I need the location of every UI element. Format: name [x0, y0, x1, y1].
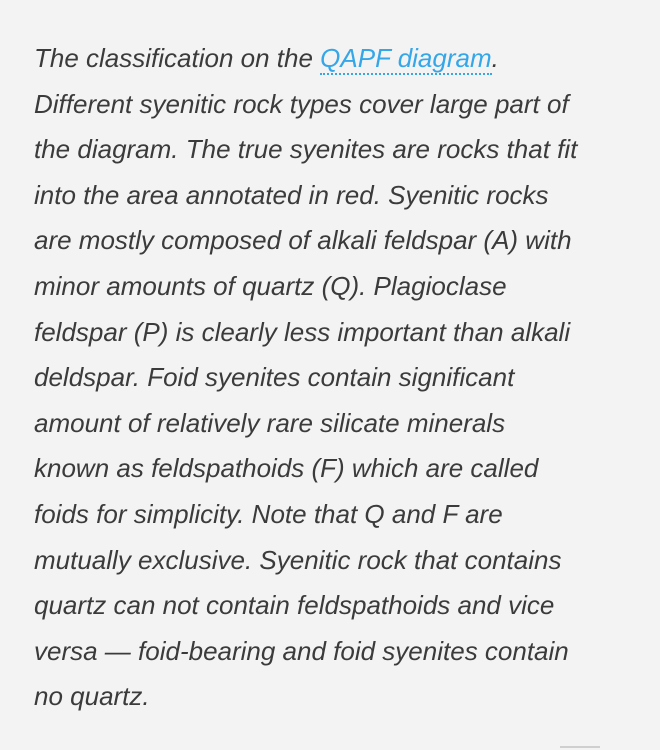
caption-intro: The classification on the	[34, 43, 321, 73]
caption-line: Different syenitic rock types cover large part of	[34, 88, 569, 119]
caption-line: versa — foid-bearing and foid syenites contain	[34, 635, 569, 666]
caption-line: known as feldspathoids (F) which are called	[34, 453, 539, 484]
caption-line: minor amounts of quartz (Q). Plagioclase	[34, 270, 507, 301]
caption-line	[34, 36, 644, 82]
bottom-divider	[560, 746, 600, 748]
qapf-diagram-link[interactable]: QAPF diagram	[320, 43, 492, 73]
caption-line: quartz can not contain feldspathoids and vice	[34, 590, 555, 621]
caption-line: the diagram. The true syenites are rocks that fit	[34, 134, 578, 165]
caption-line: deldspar. Foid syenites contain significant	[34, 362, 515, 393]
caption-line: mutually exclusive. Syenitic rock that contains	[34, 544, 562, 575]
caption-line: feldspar (P) is clearly less important than alkali	[34, 316, 571, 347]
caption-line: foids for simplicity. Note that Q and F are	[34, 498, 503, 529]
caption-line: into the area annotated in red. Syenitic rocks	[34, 179, 549, 210]
caption-line: are mostly composed of alkali feldspar (A) with	[34, 225, 572, 256]
caption-line: amount of relatively rare silicate minerals	[34, 407, 506, 438]
caption-after-link: .	[491, 43, 499, 73]
caption-line: no quartz.	[34, 681, 150, 712]
image-caption	[34, 36, 644, 720]
